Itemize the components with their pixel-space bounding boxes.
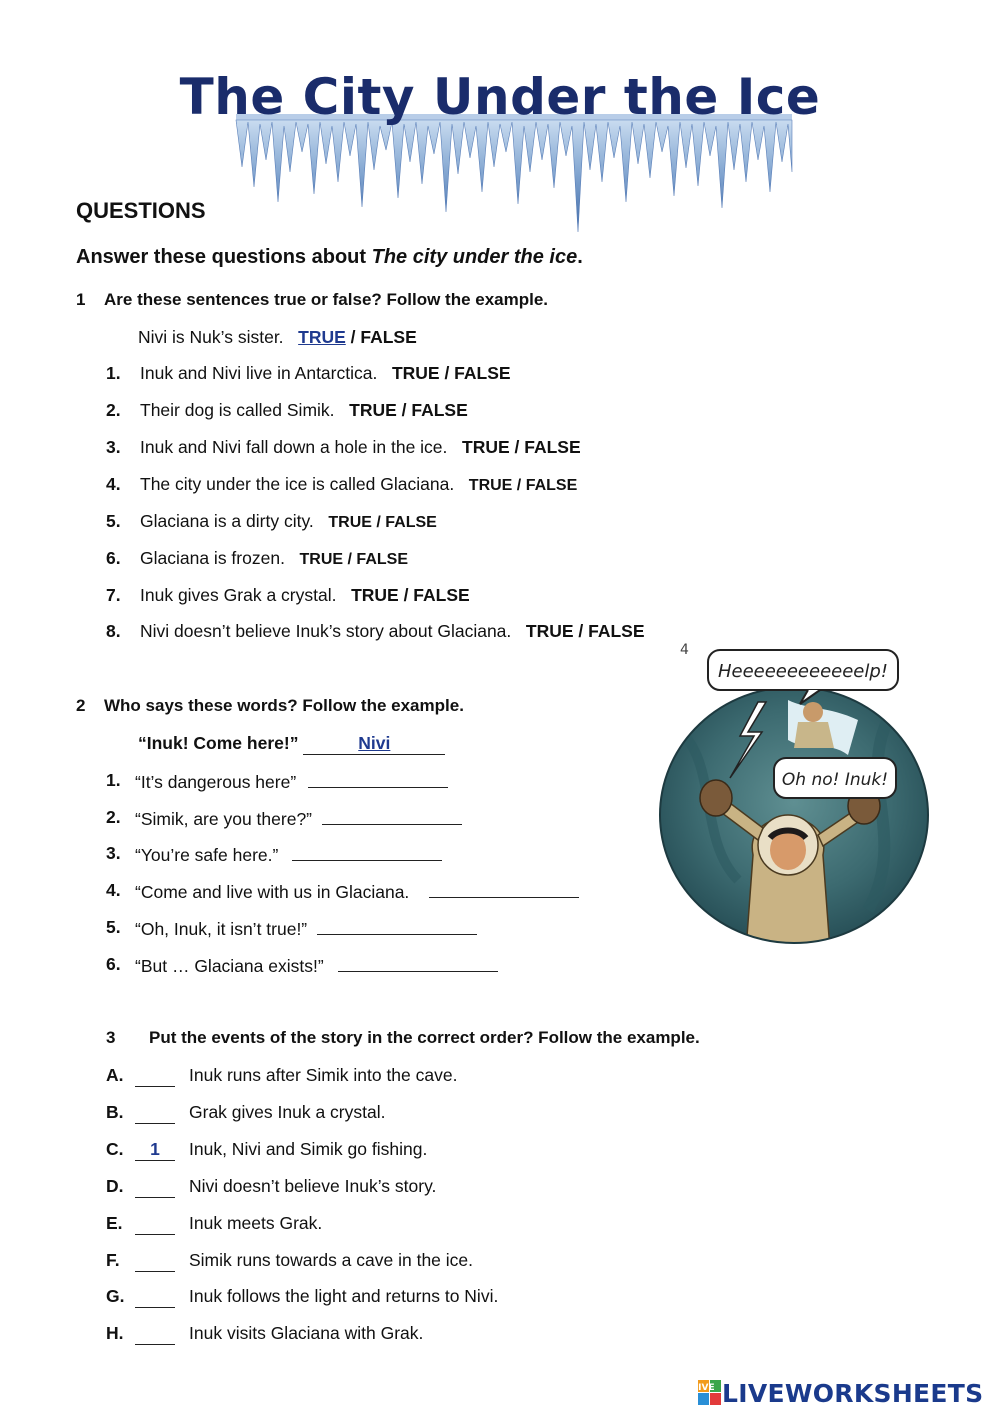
q1-item: [140, 548, 408, 569]
q3-prompt: Put the events of the story in the correct order? Follow the example.: [149, 1028, 700, 1047]
liveworksheets-brand: LIVEWORKSHEETS: [722, 1378, 984, 1408]
speaker-answer-field[interactable]: [322, 807, 462, 825]
q2-item-text: “Simik, are you there?”: [135, 809, 313, 829]
q1-item-number: 4.: [106, 474, 121, 494]
svg-text:LIVE: LIVE: [692, 1383, 715, 1393]
q2-item-number: 2.: [106, 807, 121, 827]
q3-item-text: Nivi doesn’t believe Inuk’s story.: [189, 1176, 437, 1196]
order-answer-field[interactable]: [135, 1213, 175, 1235]
q2-item-text: “But … Glaciana exists!”: [135, 956, 324, 976]
true-false-choice[interactable]: TRUE / FALSE: [349, 400, 468, 420]
q1-item-text: Their dog is called Simik.: [140, 400, 335, 420]
q1-item-text: Glaciana is a dirty city.: [140, 511, 314, 531]
q1-number: 1: [76, 290, 86, 309]
comic-illustration: [658, 640, 930, 950]
q2-item: [135, 917, 477, 940]
true-false-choice[interactable]: TRUE / FALSE: [468, 477, 578, 494]
q2-example: “Inuk! Come here!” Nivi: [138, 733, 445, 755]
q1-item-number: 7.: [106, 585, 121, 605]
q3-item-text: Inuk follows the light and returns to Nivi.: [189, 1286, 499, 1306]
q3-item-text: Inuk runs after Simik into the cave.: [189, 1065, 458, 1085]
q1-item: [140, 511, 437, 532]
q1-item-text: The city under the ice is called Glaciana.: [140, 474, 455, 494]
q3-item-letter: H.: [106, 1323, 124, 1343]
q2-item: [135, 843, 442, 866]
q3-item-letter: B.: [106, 1102, 124, 1122]
speaker-answer-field[interactable]: [317, 917, 477, 935]
icicles-decoration: [236, 112, 796, 247]
q3-item-text: Inuk, Nivi and Simik go fishing.: [189, 1139, 428, 1159]
true-false-choice[interactable]: TRUE / FALSE: [525, 621, 645, 641]
speaker-answer-field[interactable]: [292, 843, 442, 861]
q3-item-letter: C.: [106, 1139, 124, 1159]
q1-item-number: 2.: [106, 400, 121, 420]
q2-item-text: “It’s dangerous here”: [135, 772, 297, 792]
q3-item-letter: F.: [106, 1250, 120, 1270]
q1-example: Nivi is Nuk’s sister. TRUE / FALSE: [138, 327, 417, 347]
comic-bubble-help: Heeeeeeeeeeeelp!: [717, 661, 889, 682]
q2-item-text: “You’re safe here.”: [135, 845, 279, 865]
q2-item-text: “Oh, Inuk, it isn’t true!”: [135, 919, 308, 939]
q3-item-letter: A.: [106, 1065, 124, 1085]
order-answer-field[interactable]: [135, 1065, 175, 1087]
q2-item-number: 3.: [106, 843, 121, 863]
liveworksheets-logo-icon: [692, 1380, 722, 1406]
q1-prompt: Are these sentences true or false? Follow the example.: [104, 290, 549, 309]
q2-number: 2: [76, 696, 86, 715]
q1-item: [140, 474, 577, 495]
q1-item-number: 6.: [106, 548, 121, 568]
comic-page-number: 4: [680, 642, 689, 658]
q2-item-number: 5.: [106, 917, 121, 937]
q3-item-letter: E.: [106, 1213, 123, 1233]
order-answer-field[interactable]: [135, 1286, 175, 1308]
order-answer-field[interactable]: [135, 1250, 175, 1272]
q1-item: [140, 400, 468, 421]
q1-item: [140, 585, 470, 606]
q2-item-number: 6.: [106, 954, 121, 974]
comic-bubble-oh-no: Oh no! Inuk!: [781, 770, 889, 790]
liveworksheets-logo: [692, 1378, 984, 1408]
q2-item: [135, 807, 462, 830]
order-answer-field[interactable]: [135, 1323, 175, 1345]
true-false-choice[interactable]: TRUE / FALSE: [299, 551, 408, 568]
q1-item-number: 5.: [106, 511, 121, 531]
order-answer-field[interactable]: 1: [135, 1139, 175, 1161]
true-false-choice[interactable]: TRUE / FALSE: [462, 437, 581, 457]
q3-item-text: Grak gives Inuk a crystal.: [189, 1102, 386, 1122]
q1-example-answer[interactable]: TRUE: [298, 327, 346, 347]
speaker-answer-field[interactable]: [429, 880, 579, 898]
q3-item-letter: D.: [106, 1176, 124, 1196]
q2-item-number: 4.: [106, 880, 121, 900]
q2-item-text: “Come and live with us in Glaciana.: [135, 882, 410, 902]
q1-item-text: Inuk and Nivi fall down a hole in the ice.: [140, 437, 448, 457]
speaker-answer-field[interactable]: [338, 954, 498, 972]
q2-item-number: 1.: [106, 770, 121, 790]
q1-item: [140, 437, 581, 458]
true-false-choice[interactable]: TRUE / FALSE: [391, 363, 511, 383]
q1-item-number: 8.: [106, 621, 121, 641]
q2-item: [135, 954, 498, 977]
q2-example-answer[interactable]: Nivi: [303, 733, 445, 755]
q1-item-text: Inuk gives Grak a crystal.: [140, 585, 337, 605]
true-false-choice[interactable]: TRUE / FALSE: [351, 585, 470, 605]
q1-item-text: Glaciana is frozen.: [140, 548, 285, 568]
q1-item-text: Nivi doesn’t believe Inuk’s story about Glaciana.: [140, 621, 512, 641]
q3-item-text: Simik runs towards a cave in the ice.: [189, 1250, 474, 1270]
q3-item-text: Inuk meets Grak.: [189, 1213, 323, 1233]
q2-item: [135, 770, 448, 793]
q1-item: [140, 363, 511, 384]
intro-text: Answer these questions about The city under the ice.: [76, 246, 583, 268]
speaker-answer-field[interactable]: [308, 770, 448, 788]
q3-item-letter: G.: [106, 1286, 125, 1306]
q1-item-number: 3.: [106, 437, 121, 457]
q2-item: [135, 880, 579, 903]
q3-item-text: Inuk visits Glaciana with Grak.: [189, 1323, 424, 1343]
q1-item-number: 1.: [106, 363, 121, 383]
q1-item-text: Inuk and Nivi live in Antarctica.: [140, 363, 378, 383]
true-false-choice[interactable]: TRUE / FALSE: [328, 514, 437, 531]
worksheet-title: The City Under the Ice: [179, 68, 821, 126]
order-answer-field[interactable]: [135, 1102, 175, 1124]
order-answer-field[interactable]: [135, 1176, 175, 1198]
q1-item: [140, 621, 645, 642]
q2-prompt: Who says these words? Follow the example.: [104, 696, 464, 715]
q3-number: 3: [106, 1028, 116, 1047]
section-heading: QUESTIONS: [76, 198, 206, 223]
